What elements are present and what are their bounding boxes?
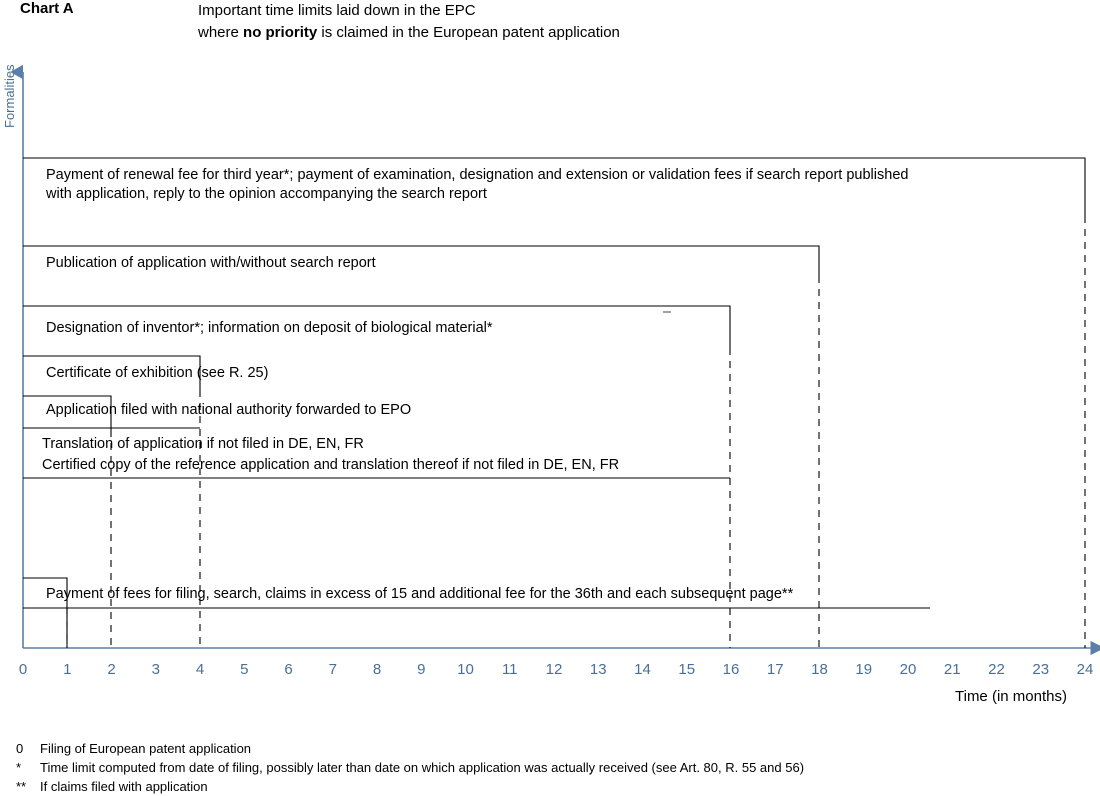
x-axis-tick-8: 8 [372, 661, 382, 678]
x-axis-tick-13: 13 [589, 661, 607, 678]
x-axis-tick-2: 2 [107, 661, 116, 678]
x-axis-tick-23: 23 [1032, 661, 1050, 678]
x-axis-tick-5: 5 [240, 661, 249, 678]
bar-label-translation-application: Translation of application if not filed in DE, EN, FR [42, 436, 364, 452]
chart-label: Chart A [20, 0, 74, 17]
footnote-1-marker: * [16, 760, 22, 775]
footnote-0-marker: 0 [16, 741, 24, 756]
x-axis-tick-0: 0 [18, 661, 28, 678]
x-axis-tick-7: 7 [328, 661, 337, 678]
x-axis-tick-12: 12 [545, 661, 563, 678]
x-axis-tick-19: 19 [855, 661, 873, 678]
bar-label-payment-filing-fees: Payment of fees for filing, search, claims in excess of 15 and additional fee for the 36th and each subsequent page** [46, 586, 794, 602]
footnote-2-marker: ** [16, 779, 27, 794]
footnotes [16, 739, 804, 796]
bar-label-renewal-fee [46, 166, 908, 204]
footnote-0 [16, 739, 804, 758]
footnote-1 [16, 758, 804, 777]
y-axis-label-text: Formalities [2, 64, 17, 128]
x-axis-tick-20: 20 [899, 661, 917, 678]
x-axis-tick-18: 18 [811, 661, 828, 678]
x-axis-tick-4: 4 [195, 661, 205, 678]
bar-label-publication: Publication of application with/without search report [46, 255, 376, 271]
chart-title-line-2-emphasis: no priority [243, 24, 318, 41]
x-axis-tick-22: 22 [988, 661, 1005, 678]
x-axis-tick-24: 24 [1076, 661, 1094, 678]
bar-label-renewal-fee-line-2: with application, reply to the opinion accompanying the search report [46, 186, 487, 202]
chart-title-line-2-pre: where [198, 24, 244, 41]
x-axis-tick-14: 14 [634, 661, 651, 678]
bar-label-national-authority: Application filed with national authority forwarded to EPO [46, 402, 412, 418]
x-axis-tick-11: 11 [501, 661, 518, 678]
x-axis-caption: Time (in months) [955, 688, 1067, 705]
chart-title-line-1: Important time limits laid down in the EPC [198, 2, 476, 19]
x-axis-tick-15: 15 [678, 661, 696, 678]
bar-label-renewal-fee-line-1: Payment of renewal fee for third year*; payment of examination, designation and extension or validation fees if search report published [46, 167, 909, 183]
bar-label-designation-inventor: Designation of inventor*; information on deposit of biological material* [46, 320, 493, 336]
bar-label-certificate-exhibition: Certificate of exhibition (see R. 25) [46, 365, 269, 381]
x-axis-tick-3: 3 [151, 661, 160, 678]
chart-title-line-2-post: is claimed in the European patent application [317, 24, 620, 41]
footnote-0-text: Filing of European patent application [40, 741, 252, 756]
x-axis-tick-21: 21 [943, 661, 961, 678]
x-axis-tick-6: 6 [284, 661, 293, 678]
x-axis-tick-16: 16 [722, 661, 740, 678]
bar-label-certified-copy: Certified copy of the reference application and translation thereof if not filed in DE, EN, FR [42, 457, 620, 473]
x-axis-tick-1: 1 [63, 661, 72, 678]
footnote-2 [16, 777, 804, 796]
x-axis-tick-9: 9 [417, 661, 426, 678]
footnote-1-text: Time limit computed from date of filing, possibly later than date on which application was actually received (see Art. 80, R. 55 and 56) [40, 760, 805, 775]
x-axis-tick-17: 17 [766, 661, 784, 678]
x-axis-tick-10: 10 [457, 661, 474, 678]
footnote-2-text: If claims filed with application [40, 779, 208, 794]
